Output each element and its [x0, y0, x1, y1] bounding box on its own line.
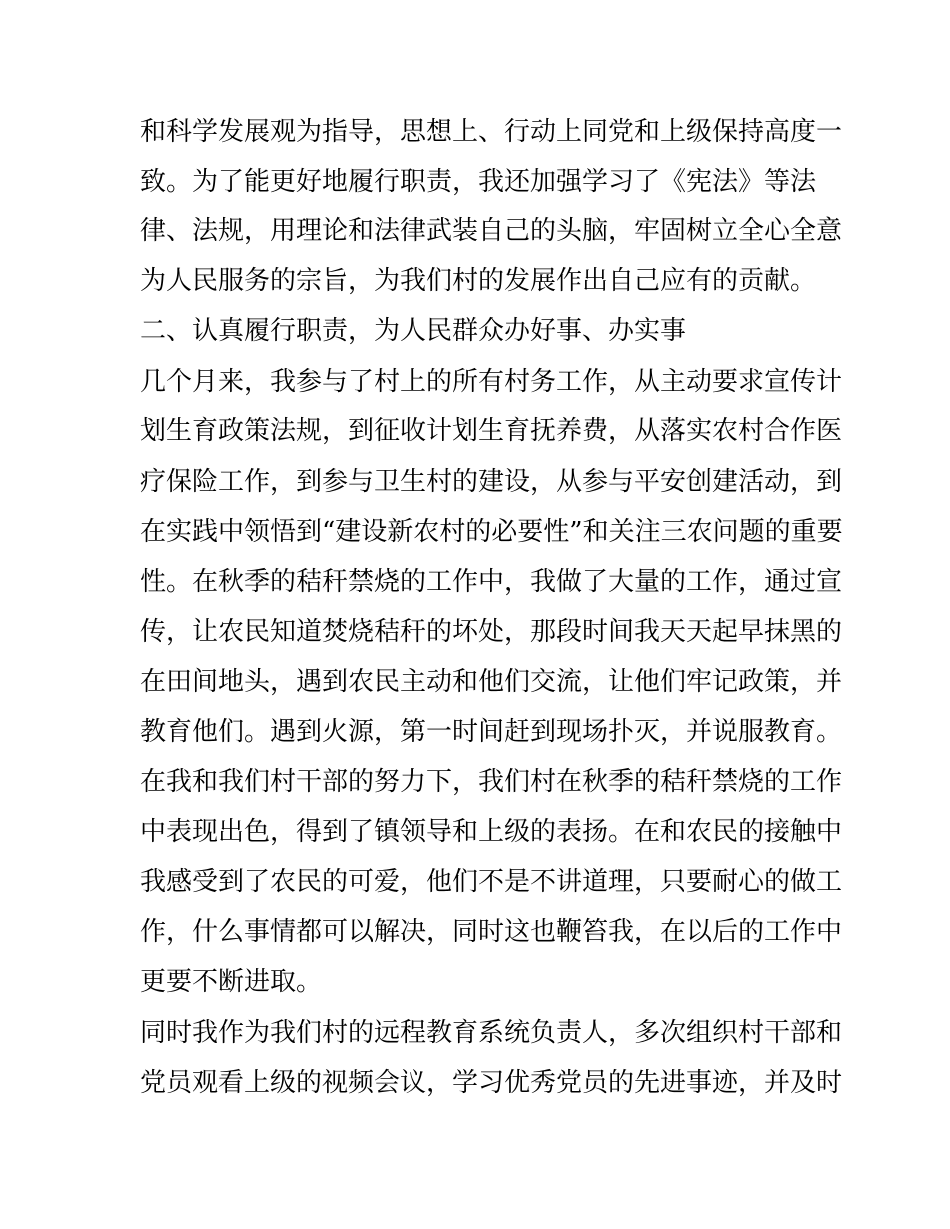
text-line: 更要不断进取。	[140, 967, 323, 997]
text-line: 同时我作为我们村的远程教育系统负责人，多次组织村干部和	[140, 1018, 843, 1048]
text-line: 为人民服务的宗旨，为我们村的发展作出自己应有的贡献。	[140, 266, 817, 296]
text-line: 律、法规，用理论和法律武装自己的头脑，牢固树立全心全意	[140, 216, 843, 246]
text-line: 我感受到了农民的可爱，他们不是不讲道理，只要耐心的做工	[140, 867, 843, 897]
text-line: 致。为了能更好地履行职责，我还加强学习了《宪法》等法	[140, 167, 817, 197]
text-line: 教育他们。遇到火源，第一时间赶到现场扑灭，并说服教育。	[140, 717, 843, 747]
text-line: 党员观看上级的视频会议，学习优秀党员的先进事迹，并及时	[140, 1068, 843, 1098]
section-heading: 二、认真履行职责，为人民群众办好事、办实事	[140, 316, 687, 346]
text-line: 在实践中领悟到“建设新农村的必要性”和关注三农问题的重要	[140, 517, 843, 547]
text-line: 疗保险工作，到参与卫生村的建设，从参与平安创建活动，到	[140, 467, 843, 497]
text-line: 作，什么事情都可以解决，同时这也鞭笞我，在以后的工作中	[140, 917, 843, 947]
text-line: 传，让农民知道焚烧秸秆的坏处，那段时间我天天起早抹黑的	[140, 617, 843, 647]
text-line: 在田间地头，遇到农民主动和他们交流，让他们牢记政策，并	[140, 667, 843, 697]
text-line: 几个月来，我参与了村上的所有村务工作，从主动要求宣传计	[140, 367, 843, 397]
text-line: 性。在秋季的秸秆禁烧的工作中，我做了大量的工作，通过宣	[140, 567, 843, 597]
text-line: 划生育政策法规，到征收计划生育抚养费，从落实农村合作医	[140, 416, 843, 446]
text-line: 和科学发展观为指导，思想上、行动上同党和上级保持高度一	[140, 117, 843, 147]
text-line: 在我和我们村干部的努力下，我们村在秋季的秸秆禁烧的工作	[140, 767, 843, 797]
text-line: 中表现出色，得到了镇领导和上级的表扬。在和农民的接触中	[140, 817, 843, 847]
